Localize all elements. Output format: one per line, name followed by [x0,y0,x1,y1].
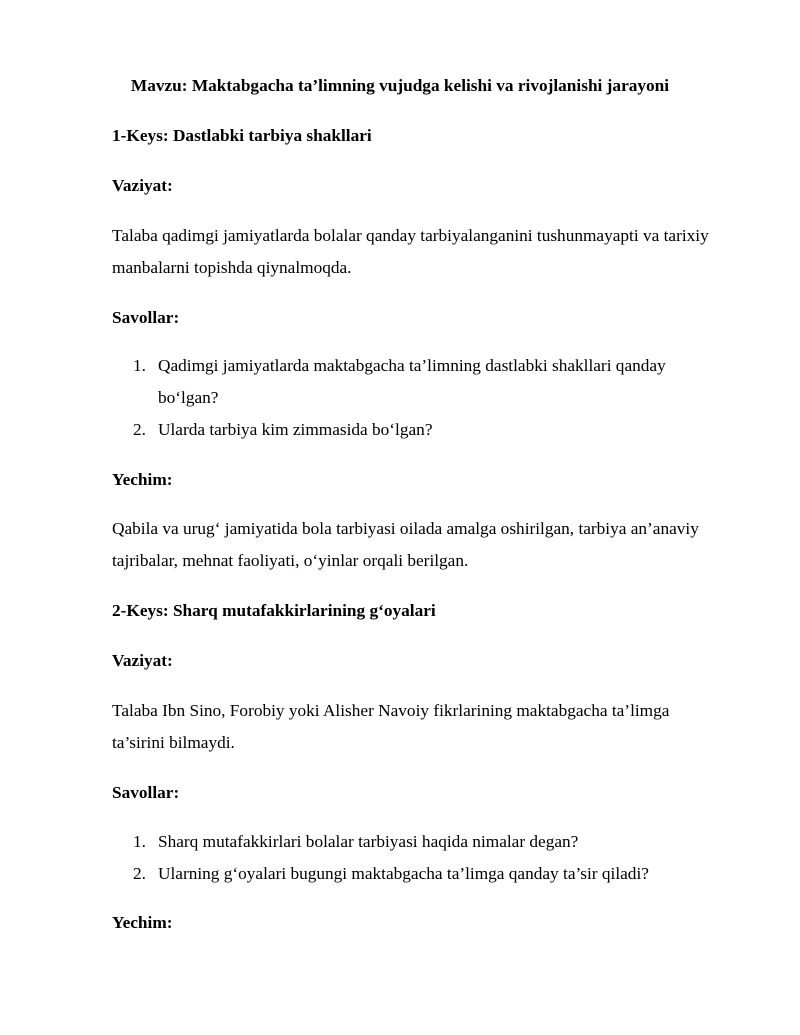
list-item-text: Sharq mutafakkirlari bolalar tarbiyasi haqida nimalar degan? [158,832,579,851]
list-item [112,858,752,890]
case-1-heading: 1-Keys: Dastlabki tarbiya shakllari [112,126,372,145]
list-item-number: 2. [133,864,146,883]
case-1-solution-label: Yechim: [112,470,173,489]
list-item [112,826,752,858]
list-item-number: 1. [133,832,146,851]
list-item-text: Ularning g‘oyalari bugungi maktabgacha ta’limga qanday ta’sir qiladi? [158,864,649,883]
case-1-questions-label: Savollar: [112,308,180,327]
case-2-questions-list [112,826,752,890]
case-2-questions-label: Savollar: [112,783,180,802]
list-item [112,350,702,414]
case-2-heading: 2-Keys: Sharq mutafakkirlarining g‘oyalari [112,601,436,620]
case-2-solution-label: Yechim: [112,913,173,932]
case-1-questions-list [112,350,702,446]
list-item-number: 2. [133,420,146,439]
list-item-number: 1. [133,356,146,375]
case-2-situation-label: Vaziyat: [112,651,173,670]
list-item-text: Ularda tarbiya kim zimmasida bo‘lgan? [158,420,433,439]
case-1-situation-text: Talaba qadimgi jamiyatlarda bolalar qanday tarbiyalanganini tushunmayapti va tarixiy manbalarni topishda qiynalmoqda. [112,226,709,277]
list-item-text: Qadimgi jamiyatlarda maktabgacha ta’limning dastlabki shakllari qanday bo‘lgan? [158,356,666,407]
case-1-solution-text: Qabila va urug‘ jamiyatida bola tarbiyasi oilada amalga oshirilgan, tarbiya an’anaviy tajribalar, mehnat faoliyati, o‘yinlar orqali berilgan. [112,519,699,570]
list-item [112,414,702,446]
document-title: Mavzu: Maktabgacha ta’limning vujudga kelishi va rivojlanishi jarayoni [130,76,670,95]
case-2-situation-text: Talaba Ibn Sino, Forobiy yoki Alisher Navoiy fikrlarining maktabgacha ta’limga ta’sirini bilmaydi. [112,701,670,752]
case-1-situation-label: Vaziyat: [112,176,173,195]
